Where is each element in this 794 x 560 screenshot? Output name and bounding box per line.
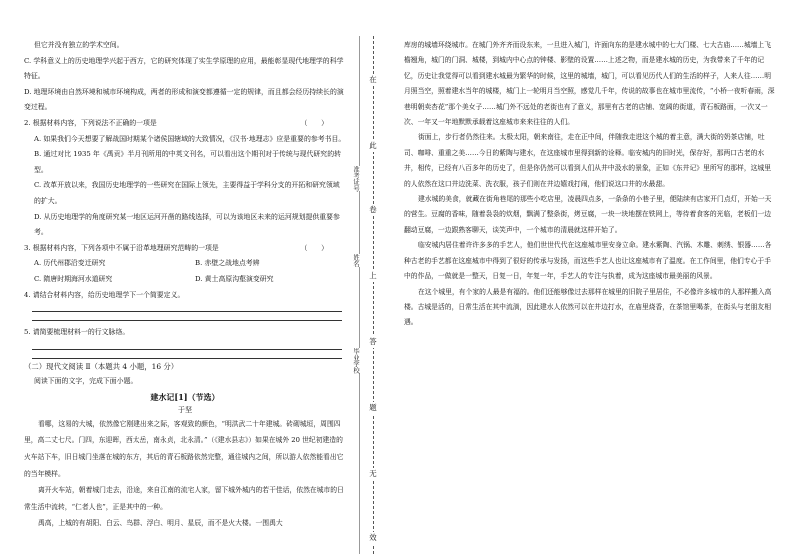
answer-paren: （ ）	[300, 118, 328, 127]
answer-paren: （ ）	[300, 243, 328, 252]
seal-char: 效	[367, 532, 379, 544]
passage-paragraph: 禹高，上城的有胡阳、白云、鸟群、浮白、明月、星辰，而不是火大楼。一围禹大	[38, 519, 283, 528]
passage-paragraph: 建水城的美食，就藏在街角巷尾的那些小吃店里，凌晨四点多，一条条的小巷子里，便陆续有店家开门点灯，开始一天的营生。豆腐的香味，随着袅袅的炊烟，飘满了整条街，烤豆腐，一块一块地摆在铁网上，等待着食客的光临，老板们一边翻动豆腐，一边跟熟客聊天，谈笑声中，一个城市的清晨就这样开始了。	[404, 195, 772, 234]
passage-paragraph: 库房的城墙环绕城市。在城门外齐齐而设东来，一旦进入城门，许面向东的是建水城中的七大门楼、七大古庙……城墙上飞檐翘角，城门的门洞、城楼，到城内中心点的钟楼、影壁的设置……上述之物，而是建水城的历史，为我带来了千年的记忆，历史让我觉得可以看到建水城最为繁华的时候，这里的城墙，城门，可以看见历代人们的生活的样子，人来人往……明月照当空，照着建水当年的城楼，城门上一轮明月当空照，感觉几千年，传说的故事也在城市里流传，“小桥一夜听春雨，深巷明朝卖杏花”那个美女子……城门外不远处的老街也有了意义，那里有古老的店铺、宽阔的街道，青石板路面，一次又一次、一年又一年地默默承载着这座城市来来往往的人们。	[404, 41, 775, 127]
seal-char: 无	[367, 468, 379, 480]
q2-option-c: C. 改革开放以来，我国历史地理学的一些研究在国际上领先，主要得益于学科分支的开拓和研究领域的扩大。	[34, 181, 340, 205]
question-2-stem: 2. 根据材料内容，下列说法不正确的一项是	[24, 118, 157, 127]
q2-option-b: B. 通过对比 1935 年《禹贡》半月刊所用的中英文刊名，可以看出这个期刊对于传统与现代研究的转型。	[34, 150, 341, 174]
exam-number-label: 准考证号	[352, 166, 359, 192]
binding-margin	[351, 36, 391, 554]
passage-text	[24, 416, 346, 532]
q3-options-row	[24, 272, 346, 288]
answer-line[interactable]	[32, 311, 342, 312]
binding-rule	[359, 36, 360, 554]
answer-line[interactable]	[32, 320, 342, 321]
passage-paragraph: 看哪，这易的大城，依然像它刚建出来之际，客观致的颜色，“明洪武二十年建城。砖砌城垣，周围四里，高二丈七尺。门四，东迎晖，西太岳，南永贞，北永清。”（《建水县志》）如果在城外 20 世纪初建造的火车站下车，旧日城门坐落在城的东方，其后的青石板路依然完整，通往城内之间，所以游人依然能看出它的当年模样。	[24, 419, 344, 478]
seal-char: 此	[367, 140, 379, 152]
section-heading: （二）现代文阅读 Ⅱ（本题共 4 小题，16 分）	[24, 361, 179, 371]
q3-option-d: D. 黄土高原沟壑演变研究	[195, 274, 274, 283]
option-c: C. 学科意义上的历史地理学兴起于西方，它的研究体现了实生学原理的应用，最能彰显现代地理学的科学特征。	[24, 56, 344, 81]
option-text: 但它并没有独立的学术空间。	[34, 41, 124, 49]
option-d: D. 地理环境由自然环境和城市环境构成，两者的形成和演变都遵循一定的规律，而且都会经历持续长的演变过程。	[24, 87, 344, 112]
seal-char: 在	[367, 74, 379, 86]
passage-author: 于坚	[177, 404, 193, 414]
question-4: 4. 请结合材料内容，给历史地理学下一个简要定义。	[24, 290, 185, 299]
passage-paragraph: 离开火车站，朝着城门走去，沿途，来自江南的流宅人家，留下城外城内的若干佳话，依然在城市的日常生活中流转，“仁者人也”，正是其中的一种。	[24, 486, 344, 511]
passage-paragraph: 临安城内居住着许许多多的手艺人，他们世世代代在这座城市里安身立命。建水紫陶、汽锅、木雕、刺绣、银器……各种古老的手艺都在这座城市中得到了很好的传承与发扬，而这些手艺人也让这座城市有了温度。在工作间里，他们专心于手中的作品，一做就是一整天，日复一日，年复一年，手艺人的专注与执着，成为这座城市最美丽的风景。	[404, 241, 772, 281]
question-5: 5. 请简要梳理材料一的行文脉络。	[24, 328, 130, 337]
passage-paragraph: 在这个城里，有个家的人最是有福的。他们还能够像过去那样在城里的旧院子里居住，不必像许多城市的人那样搬入高楼。古城是活的，日常生活在其中流淌，因此建水人依然可以在井边打水，在庙里烧香，在茶馆里喝茶，在街头与老朋友相遇。	[404, 287, 772, 327]
q3-option-c: C. 隋唐时期海河水道研究	[34, 274, 113, 283]
name-label: 姓名	[352, 254, 359, 267]
question-3-stem: 3. 根据材料内容，下列各项中不属于沿革地理研究范畴的一项是	[24, 243, 219, 252]
left-column	[24, 38, 346, 532]
passage-paragraph: 街面上，步行者仍然往来。太极太阳，朝来南往，走在正中间，伴随我走进这个城的着主意，满大街的奶茶店铺，吐司、咖啡、重重之美……今日的紫陶与建水，在这座城市里得到新的诠释。临安城内的旧时光，保存好，那两口古老的水井，相传，已经有八百多年的历史了，但是你仍然可以看到人们从井中汲水的景象，正如《东井记》里所写的那样，这城里的人依然在这口井边洗菜、洗衣服，孩子们则在井边嬉戏打闹，他们说这口井的水最甜。	[404, 133, 772, 188]
seal-char: 答	[367, 336, 379, 348]
school-label: 毕业学校	[352, 348, 359, 374]
answer-line[interactable]	[32, 349, 342, 350]
q3-option-b: B. 赤壁之战地点考辨	[195, 259, 260, 268]
q3-option-a: A. 历代州郡沿变迁研究	[34, 259, 106, 268]
q2-option-a: A. 如果我们今天想要了解战国时期某个诸侯国辖域的大致情况，《汉书·地理志》应是重要的参考书目。	[34, 134, 346, 143]
section-instruction: 阅读下面的文字，完成下面小题。	[34, 377, 138, 386]
seal-char: 卷	[367, 204, 379, 216]
q2-option-d: D. 从历史地理学的角度研究某一地区运河开凿的路线选择，可以为该地区未来的运河规划提供重要参考。	[34, 212, 340, 237]
question-3	[24, 241, 346, 257]
passage-title: 建水记[1]（节选）	[150, 391, 220, 402]
question-2	[24, 116, 346, 132]
seal-char: 上	[367, 270, 379, 282]
right-column	[404, 38, 776, 331]
seal-char: 题	[367, 402, 379, 414]
q3-options-row	[24, 256, 346, 272]
